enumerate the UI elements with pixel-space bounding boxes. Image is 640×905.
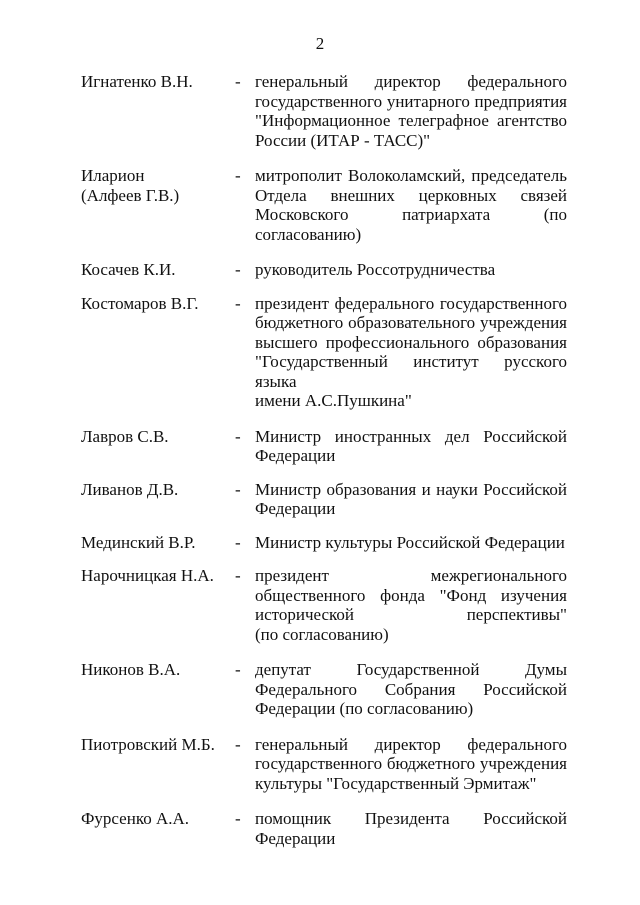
position-line: помощник Президента Российской [255,809,567,828]
member-position [255,660,567,719]
list-item [81,533,567,553]
position-line: Министр образования и науки Российской [255,479,567,499]
member-position [255,533,567,553]
member-name: Нарочницкая Н.А. [81,566,214,585]
list-item [81,809,567,848]
dash-separator: - [235,166,241,185]
position-line: депутат Государственной Думы [255,660,567,679]
list-item [81,294,567,411]
position-line: руководитель Россотрудничества [255,260,496,279]
position-line: государственного унитарного предприятия [255,91,567,111]
position-line: "Информационное телеграфное агентство [255,111,567,130]
position-line: культуры "Государственный Эрмитаж" [255,773,537,793]
member-name: Ливанов Д.В. [81,479,179,499]
dash-separator: - [235,260,241,279]
position-line: митрополит Волоколамский, председатель [255,166,567,185]
member-name-line: Иларион [81,166,145,185]
list-item [81,260,567,280]
position-line: исторической перспективы" [255,605,567,624]
position-line: общественного фонда "Фонд изучения [255,585,567,605]
member-position [255,166,567,244]
position-line: президент межрегионального [255,566,567,585]
dash-separator: - [235,479,241,499]
list-item [81,660,567,719]
position-line: государственного бюджетного учреждения [255,754,567,773]
position-line: генеральный директор федерального [255,734,567,754]
dash-separator: - [235,532,241,552]
position-line: (по согласованию) [255,624,389,644]
dash-separator: - [235,566,241,585]
member-position [255,735,567,794]
list-item [81,72,567,150]
member-name: Костомаров В.Г. [81,293,199,313]
list-item [81,735,567,794]
dash-separator: - [235,72,241,91]
dash-separator: - [235,660,241,679]
member-position [255,72,567,150]
members-list [81,72,567,848]
dash-separator: - [235,426,241,446]
member-position [255,427,567,466]
position-line: Отдела внешних церковных связей [255,185,567,205]
position-line: России (ИТАР - ТАСС)" [255,130,431,150]
position-line: генеральный директор федерального [255,72,567,91]
member-name: Пиотровский М.Б. [81,734,215,754]
position-line: Министр культуры Российской Федерации [255,532,565,552]
page-number: 2 [315,34,325,53]
position-line: президент федерального государственного [255,293,567,313]
position-line: Федерации (по согласованию) [255,699,474,718]
position-line: Федерации [255,499,336,518]
member-position [255,809,567,848]
dash-separator: - [235,293,241,313]
list-item [81,480,567,519]
member-position [255,294,567,411]
member-position [255,566,567,644]
position-line: Министр иностранных дел Российской [255,426,567,446]
member-name-line: (Алфеев Г.В.) [81,185,180,205]
position-line: "Государственный институт русского языка [255,352,567,391]
member-name: Игнатенко В.Н. [81,72,193,91]
member-name: Косачев К.И. [81,260,176,279]
dash-separator: - [235,809,241,828]
list-item [81,427,567,466]
position-line: Федерации [255,446,336,465]
position-line: высшего профессионального образования [255,332,567,352]
dash-separator: - [235,734,241,754]
member-name: Мединский В.Р. [81,532,196,552]
member-name: Лавров С.В. [81,426,169,446]
position-line: Московского патриархата (по согласованию) [255,205,567,244]
list-item [81,166,567,244]
member-position [255,260,567,280]
member-name [81,166,236,205]
position-line: имени А.С.Пушкина" [255,391,412,410]
member-name: Фурсенко А.А. [81,809,190,828]
member-name: Никонов В.А. [81,660,181,679]
position-line: Федерального Собрания Российской [255,679,567,699]
position-line: бюджетного образовательного учреждения [255,313,567,332]
member-position [255,480,567,519]
position-line: Федерации [255,828,336,848]
list-item [81,566,567,644]
